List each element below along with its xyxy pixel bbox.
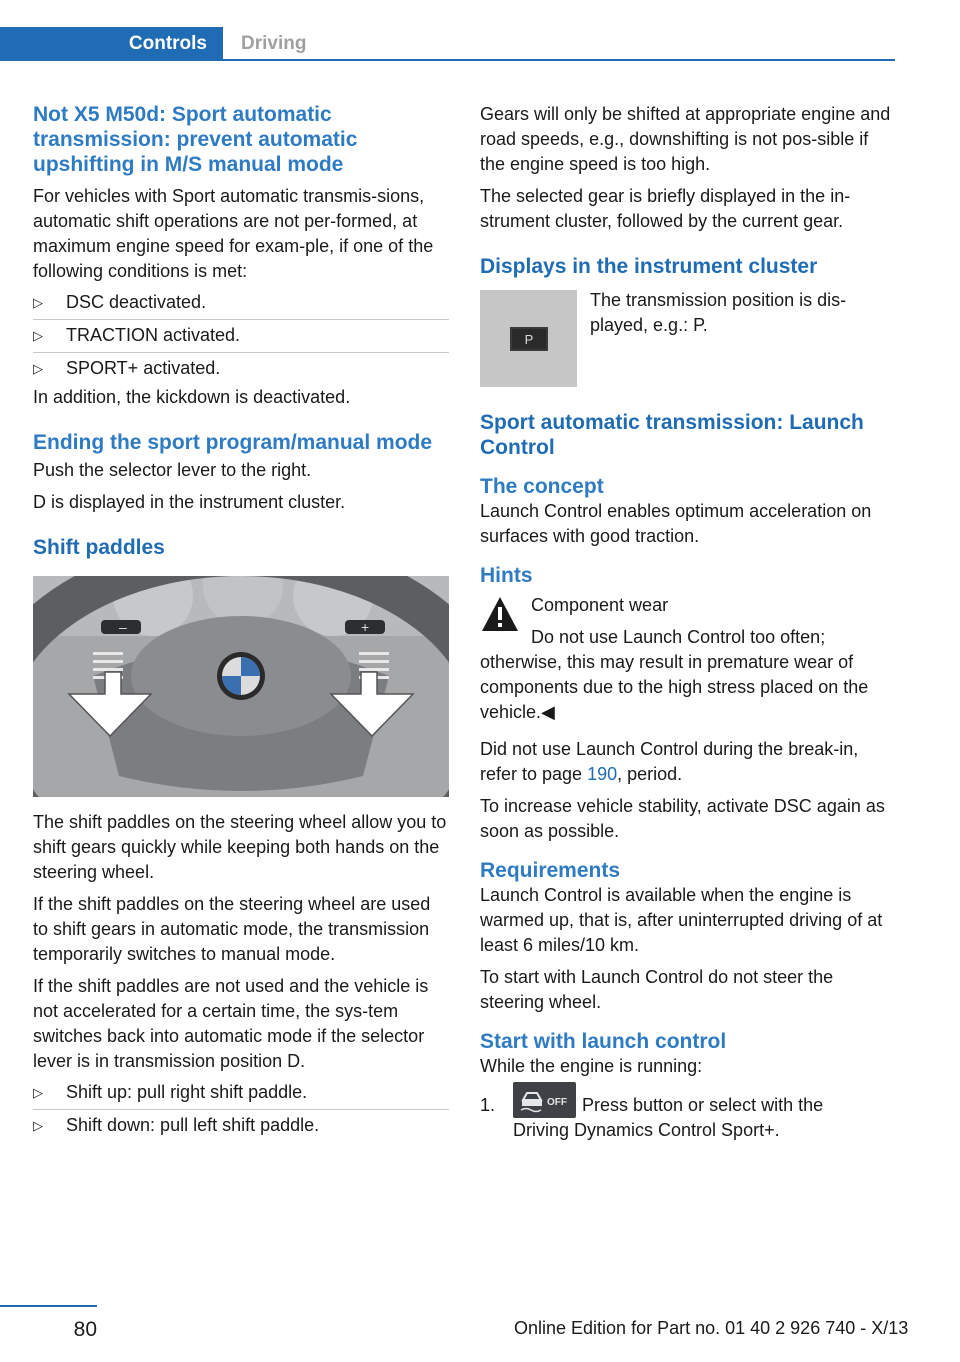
warning-title: Component wear [531,595,669,615]
paragraph-concept: Launch Control enables optimum acceleration on surfaces with good traction. [480,501,872,546]
heading-displays-instrument-cluster: Displays in the instrument cluster [480,255,818,278]
paragraph-paddles-return: If the shift paddles are not used and the vehicle is not accelerated for a certain time, the sys-tem switches back into automatic mode if the selector lever is in transmission position D. [33,976,429,1071]
left-column [33,102,449,1142]
display-row [480,288,896,388]
paragraph-selected-gear: The selected gear is briefly displayed in the in-strument cluster, followed by the current gear. [480,186,851,231]
paragraph-conditions: For vehicles with Sport automatic transmis-sions, automatic shift operations are not per-formed, at maximum engine speed for exam-ple, if one of the following conditions is met: [33,186,434,281]
page-link-190[interactable]: 190 [587,764,618,784]
step-text-line-2: Driving Dynamics Control Sport+. [513,1120,780,1141]
step-number: 1. [480,1095,496,1115]
warning-text-first: Do not use Launch Control too often; [531,627,826,647]
paragraph-engine-running: While the engine is running: [480,1056,703,1076]
paragraph-paddles-intro: The shift paddles on the steering wheel allow you to shift gears quickly while keeping both hands on the steering wheel. [33,812,447,882]
gear-letter: P [524,332,534,347]
chapter-tabs [0,27,895,61]
steering-wheel-image [33,576,449,797]
paragraph-paddles-automatic: If the shift paddles on the steering wheel are used to shift gears in automatic mode, the transmission temporarily switches to manual mode. [33,894,431,964]
warning-text-rest: otherwise, this may result in premature wear of components due to the high stress placed on the vehicle.◀ [480,652,869,722]
warning-triangle-icon [480,595,520,633]
triangle-bullet-icon: ▷ [33,295,43,310]
paragraph-d-displayed: D is displayed in the instrument cluster. [33,492,346,512]
triangle-bullet-icon: ▷ [33,1085,43,1100]
paddle-plus-label: + [361,619,370,635]
paragraph-requirements-1: Launch Control is available when the engine is warmed up, that is, after uninterrupted driving of at least 6 miles/10 km. [480,885,883,955]
page-number: 80 [73,1318,97,1341]
right-column [480,102,896,1143]
paragraph-kickdown: In addition, the kickdown is deactivated. [33,387,351,407]
paragraph-gears-shifted: Gears will only be shifted at appropriate engine and road speeds, e.g., downshifting is not pos-sible if the engine speed is too high. [480,104,891,174]
heading-hints: Hints [480,564,533,587]
shift-list [33,1077,449,1142]
conditions-list [33,287,449,385]
list-item: ▷ DSC deactivated. [33,287,449,320]
list-item: ▷ Shift down: pull left shift paddle. [33,1110,449,1142]
list-item: ▷ SPORT+ activated. [33,353,449,385]
step-text-line-1: OFF Press button or select with the [513,1093,896,1118]
paragraph-transmission-position: The transmission position is dis-played, e.g.: P. [590,290,847,335]
steering-wheel-illustration [33,576,449,797]
triangle-bullet-icon: ▷ [33,361,43,376]
heading-prevent-upshifting: Not X5 M50d: Sport automatic transmission: prevent automatic upshifting in M/S manual mode [33,103,358,176]
instrument-cluster-image [480,290,577,387]
footer-rule [0,1305,97,1307]
heading-the-concept: The concept [480,475,604,498]
tab-controls[interactable]: Controls [0,27,223,61]
tab-underline [223,59,895,61]
footer-edition: Online Edition for Part no. 01 40 2 926 740 - X/13 [514,1318,909,1338]
dsc-off-label: OFF [547,1097,567,1109]
gear-display-box [510,327,548,351]
tab-driving[interactable]: Driving [241,33,307,54]
paragraph-requirements-2: To start with Launch Control do not steer the steering wheel. [480,967,834,1012]
heading-ending-sport-program: Ending the sport program/manual mode [33,431,433,454]
dsc-off-button-icon [513,1082,576,1118]
list-item: ▷ TRACTION activated. [33,320,449,353]
paragraph-stability: To increase vehicle stability, activate DSC again as soon as possible. [480,796,885,841]
triangle-bullet-icon: ▷ [33,1118,43,1133]
warning-block [480,593,896,725]
triangle-bullet-icon: ▷ [33,328,43,343]
heading-launch-control: Sport automatic transmission: Launch Control [480,411,864,459]
heading-start-launch-control: Start with launch control [480,1030,727,1053]
list-item: ▷ Shift up: pull right shift paddle. [33,1077,449,1110]
step-1 [480,1093,896,1143]
paddle-minus-label: – [119,619,127,635]
heading-shift-paddles: Shift paddles [33,536,165,559]
paragraph-break-in: Did not use Launch Control during the break-in, refer to page 190, period. [480,739,859,784]
paragraph-push-selector: Push the selector lever to the right. [33,460,312,480]
heading-requirements: Requirements [480,859,621,882]
